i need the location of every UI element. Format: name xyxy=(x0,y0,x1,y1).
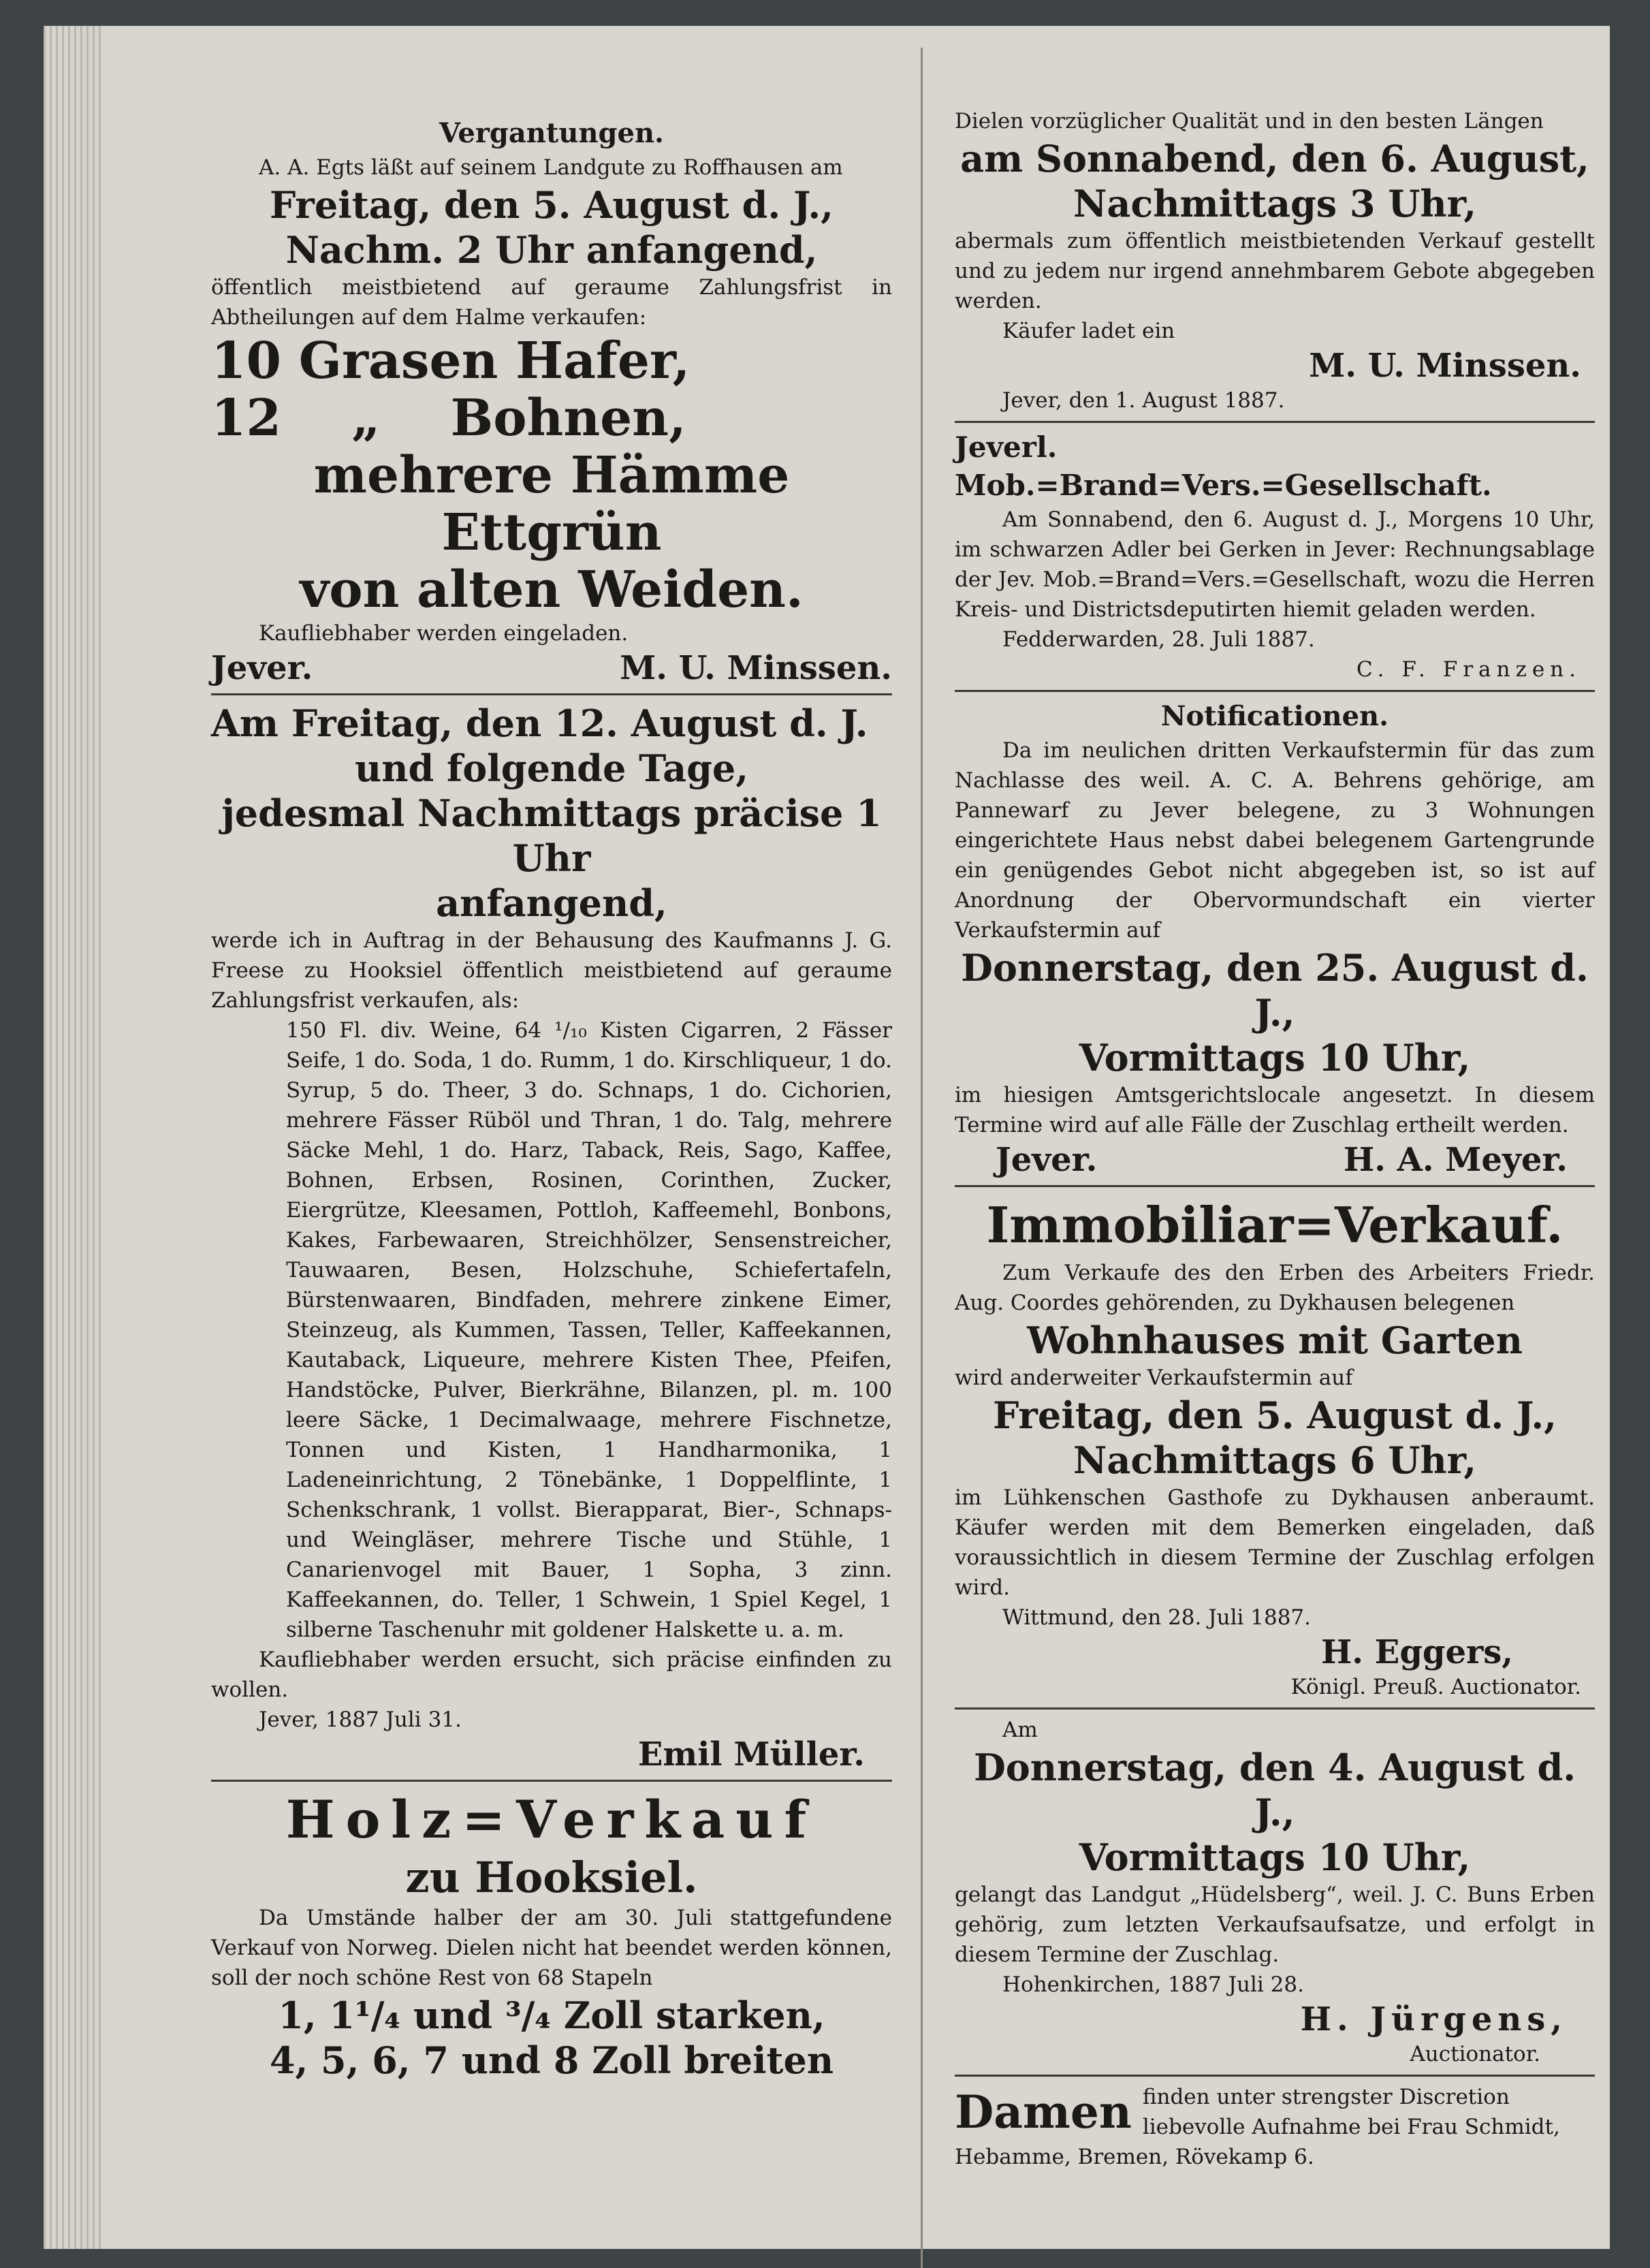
ad-item: 12 „ Bohnen, xyxy=(211,389,686,447)
ad-item: von alten Weiden. xyxy=(300,561,804,619)
ad-time: Vormittags 10 Uhr, xyxy=(1079,1836,1471,1879)
ad-signer-role: Auctionator. xyxy=(1410,2042,1540,2066)
ad-separator xyxy=(955,1185,1595,1187)
ad-item-list: 150 Fl. div. Weine, 64 ¹/₁₀ Kisten Cigarren, 2 Fässer Seife, 1 do. Soda, 1 do. Rumm, 1 do. Kirschliqueur, 1 do. Syrup, 5 do. Theer, 3 do. Schnaps, 1 do. Cichorien, mehrere Fässer Rüböl und Thran, 1 do. Talg, mehrere Säcke Mehl, 1 do. Harz, Taback, Reis, Sago, Kaffee, Bohnen, Erbsen, Rosinen, Corinthen, Zucker, Eiergrütze, Kleesamen, Pottloh, Kaffeemehl, Bonbons, Kakes, Farbewaaren, Streichhölzer, Sensenstreicher, Tauwaaren, Besen, Holzschuhe, Schiefertafeln, Bürstenwaaren, Bindfaden, mehrere zinkene Eimer, Steinzeug, als Kummen, Tassen, Teller, Kaffeekannen, Kautaback, Liqueure, mehrere Kisten Thee, Pfeifen, Handstöcke, Pulver, Bierkrähne, Bilanzen, pl. m. 100 leere Säcke, 1 Decimalwaage, mehrere Fischnetze, Tonnen und Kisten, 1 Handharmonika, 1 Ladeneinrichtung, 2 Tönebänke, 1 Doppelflinte, 1 Schenkschrank, 1 vollst. Bierapparat, Bier-, Schnaps- und Weingläser, mehrere Tische und Stühle, 1 Canarienvogel mit Bauer, 1 Sopha, 3 zinn. Kaffeekannen, do. Teller, 1 Schwein, 1 Spiel Kegel, 1 silberne Taschenuhr mit goldener Halskette u. a. m. xyxy=(286,1018,892,1642)
ad-date: am Sonnabend, den 6. August, xyxy=(960,137,1589,180)
ad-invite: Kaufliebhaber werden eingeladen. xyxy=(259,621,629,646)
ad-separator xyxy=(955,2075,1595,2077)
ad-title: Holz=Verkauf xyxy=(285,1789,818,1850)
ad-dateline: Jever, den 1. August 1887. xyxy=(1002,388,1285,413)
ad-heading: Am Freitag, den 12. August d. J. xyxy=(211,702,868,745)
ad-signer: H. A. Meyer. xyxy=(1343,1141,1568,1179)
column-divider xyxy=(921,48,923,2268)
ad-invite: Kaufliebhaber werden ersucht, sich präcise einfinden zu wollen. xyxy=(211,1648,892,1702)
ad-signature-row xyxy=(955,1140,1595,1180)
ad-time: Vormittags 10 Uhr, xyxy=(1079,1036,1471,1080)
right-column xyxy=(955,26,1595,2172)
left-column xyxy=(211,26,892,2083)
ad-dateline: Fedderwarden, 28. Juli 1887. xyxy=(1002,627,1315,652)
ad-time: Nachm. 2 Uhr anfangend, xyxy=(285,228,818,272)
ad-separator xyxy=(955,690,1595,692)
ad-vergantungen xyxy=(211,114,892,695)
ad-body: im Lühkenschen Gasthofe zu Dykhausen anberaumt. Käufer werden mit dem Bemerken eingeladen, daß voraussichtlich in diesem Termine der Zuschlag erfolgen wird. xyxy=(955,1485,1595,1600)
ad-intro: A. A. Egts läßt auf seinem Landgute zu Roffhausen am xyxy=(259,155,843,180)
ad-object: Wohnhauses mit Garten xyxy=(1027,1319,1523,1362)
ad-place: Jever. xyxy=(996,1141,1098,1179)
ad-item: mehrere Hämme Ettgrün xyxy=(313,446,790,562)
ad-heading: jedesmal Nachmittags präcise 1 Uhr xyxy=(221,791,882,880)
ad-separator xyxy=(211,693,892,695)
ad-line: liebevolle Aufnahme bei Frau Schmidt, xyxy=(1142,2115,1560,2139)
ad-signer: M. U. Minssen. xyxy=(620,649,892,687)
ad-date: Donnerstag, den 25. August d. J., xyxy=(961,946,1589,1035)
ad-date: Donnerstag, den 4. August d. J., xyxy=(973,1746,1576,1834)
ad-detail: 1, 1¹/₄ und ³/₄ Zoll starken, xyxy=(278,1994,825,2037)
ad-line: Hebamme, Bremen, Rövekamp 6. xyxy=(955,2145,1314,2169)
ad-heading: und folgende Tage, xyxy=(354,746,749,790)
ad-body: wird anderweiter Verkaufstermin auf xyxy=(955,1366,1353,1390)
ad-body: werde ich in Auftrag in der Behausung des Kaufmanns J. G. Freese zu Hooksiel öffentlich meistbietend auf geraume Zahlungsfrist verkaufen, als: xyxy=(211,928,892,1013)
ad-damen-text xyxy=(1143,2082,1560,2142)
ad-detail: 4, 5, 6, 7 und 8 Zoll breiten xyxy=(269,2038,834,2082)
ad-title: Notificationen. xyxy=(1160,700,1389,732)
ad-immobiliar-verkauf xyxy=(955,1193,1595,1710)
ad-dateline: Hohenkirchen, 1887 Juli 28. xyxy=(1002,1972,1304,1997)
ad-title: Vergantungen. xyxy=(439,117,664,149)
ad-title: Immobiliar=Verkauf. xyxy=(986,1196,1564,1254)
ad-prefix: Am xyxy=(1002,1718,1038,1742)
ad-freese-auction xyxy=(211,701,892,1782)
ad-title: Jeverl. Mob.=Brand=Vers.=Gesellschaft. xyxy=(955,430,1492,502)
ad-damen xyxy=(955,2082,1595,2142)
ad-invite: Käufer ladet ein xyxy=(1002,319,1175,343)
ad-continued-text: Dielen vorzüglicher Qualität und in den besten Längen xyxy=(955,109,1544,133)
ad-separator xyxy=(211,1780,892,1782)
ad-separator xyxy=(955,1707,1595,1710)
ad-date: Freitag, den 5. August d. J., xyxy=(993,1393,1557,1437)
ad-signer: Emil Müller. xyxy=(637,1735,865,1774)
ad-dielen-continued xyxy=(955,106,1595,423)
ad-heading: anfangend, xyxy=(436,881,667,925)
ad-date: Freitag, den 5. August d. J., xyxy=(270,183,834,227)
ad-time: Nachmittags 6 Uhr, xyxy=(1073,1438,1477,1482)
ad-signature-row xyxy=(211,648,892,688)
page-edge-stack xyxy=(44,26,102,2249)
ad-separator xyxy=(955,421,1595,423)
ad-title: Damen xyxy=(955,2085,1132,2139)
ad-holz-verkauf xyxy=(211,1787,892,2083)
ad-notificationen xyxy=(955,697,1595,1187)
ad-subtitle: zu Hooksiel. xyxy=(405,1853,698,1902)
ad-signer: H. Eggers, xyxy=(1320,1633,1513,1671)
ad-body: öffentlich meistbietend auf geraume Zahlungsfrist in Abtheilungen auf dem Halme verkaufen: xyxy=(211,275,892,330)
ad-signer: C. F. Franzen. xyxy=(1357,657,1581,682)
ad-body: Am Sonnabend, den 6. August d. J., Morgens 10 Uhr, im schwarzen Adler bei Gerken in Jever: Rechnungsablage der Jev. Mob.=Brand=Vers.=Gesellschaft, wozu die Herren Kreis- und Districtsdeputirten hiemit geladen werden. xyxy=(955,507,1595,622)
ad-huedelsberg xyxy=(955,1715,1595,2077)
ad-brandversicherung xyxy=(955,428,1595,692)
ad-body: gelangt das Landgut „Hüdelsberg“, weil. J. C. Buns Erben gehörig, zum letzten Verkaufsaufsatze, und erfolgt in diesem Termine der Zuschlag. xyxy=(955,1883,1595,1967)
ad-body: abermals zum öffentlich meistbietenden Verkauf gestellt und zu jedem nur irgend annehmbarem Gebote abgegeben werden. xyxy=(955,229,1595,313)
ad-body: Zum Verkaufe des den Erben des Arbeiters Friedr. Aug. Coordes gehörenden, zu Dykhausen belegenen xyxy=(955,1261,1595,1315)
ad-body: Da im neulichen dritten Verkaufstermin für das zum Nachlasse des weil. A. C. A. Behrens gehörige, am Pannewarf zu Jever belegene, zu 3 Wohnungen eingerichtete Haus nebst dabei belegenem Gartengrunde ein genügendes Gebot nicht abgegeben ist, so ist auf Anordnung der Obervormundschaft ein vierter Verkaufstermin auf xyxy=(955,738,1595,943)
ad-signer-role: Königl. Preuß. Auctionator. xyxy=(1290,1675,1581,1699)
ad-line: finden unter strengster Discretion xyxy=(1142,2085,1510,2109)
ad-time: Nachmittags 3 Uhr, xyxy=(1073,182,1477,225)
ad-dateline: Wittmund, den 28. Juli 1887. xyxy=(1002,1605,1312,1630)
ad-signer: M. U. Minssen. xyxy=(1309,347,1581,385)
ad-item: 10 Grasen Hafer, xyxy=(211,332,691,390)
ad-signer: H. Jürgens, xyxy=(1300,2000,1568,2038)
ad-body: Da Umstände halber der am 30. Juli stattgefundene Verkauf von Norweg. Dielen nicht hat beendet werden können, soll der noch schöne Rest von 68 Stapeln xyxy=(211,1906,892,1990)
ad-place: Jever. xyxy=(211,649,313,687)
ad-body: im hiesigen Amtsgerichtslocale angesetzt. In diesem Termine wird auf alle Fälle der Zuschlag ertheilt werden. xyxy=(955,1083,1595,1137)
ad-dateline: Jever, 1887 Juli 31. xyxy=(259,1707,462,1732)
